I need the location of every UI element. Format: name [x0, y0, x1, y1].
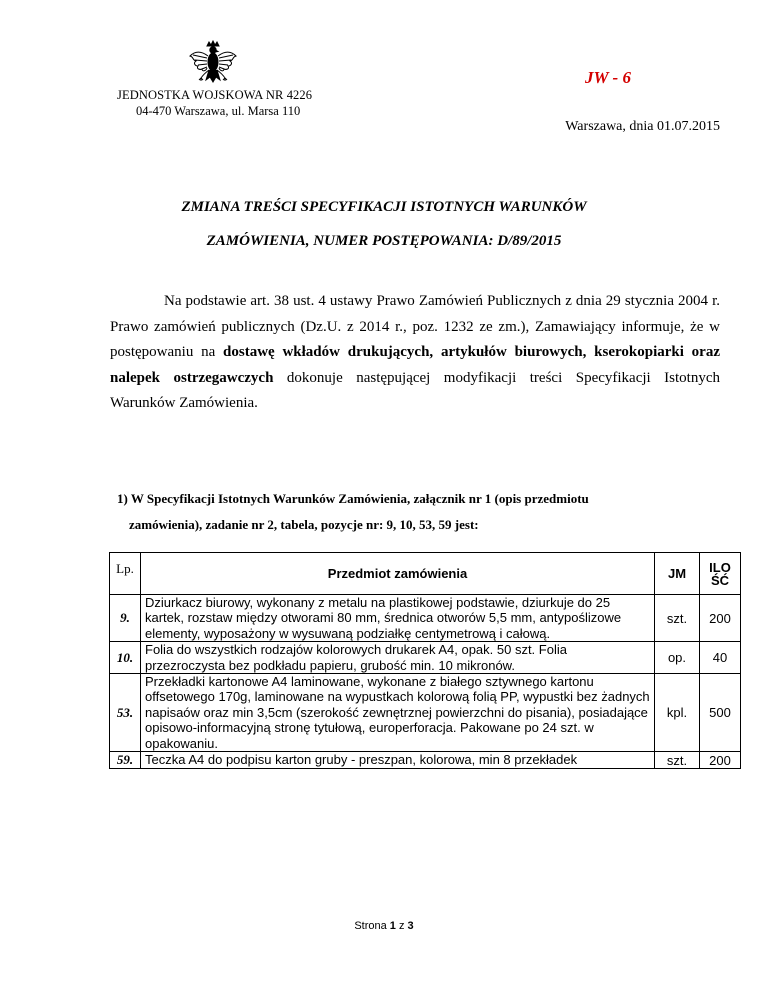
row-jm: szt.: [655, 595, 700, 642]
row-qty: 40: [700, 642, 741, 674]
row-jm: szt.: [655, 752, 700, 769]
table-row: [110, 595, 741, 642]
polish-eagle-emblem-icon: [188, 40, 238, 92]
date-line: Warszawa, dnia 01.07.2015: [565, 119, 720, 134]
unit-address: 04-470 Warszawa, ul. Marsa 110: [136, 104, 301, 118]
row-lp: 53.: [110, 674, 141, 752]
unit-name: JEDNOSTKA WOJSKOWA NR 4226: [117, 88, 313, 102]
document-title-line-1: ZMIANA TREŚCI SPECYFIKACJI ISTOTNYCH WARUNKÓW: [181, 199, 587, 215]
items-table: [109, 552, 741, 769]
intro-paragraph: [110, 289, 720, 417]
row-description: Dziurkacz biurowy, wykonany z metalu na plastikowej podstawie, dziurkuje do 25 kartek, rozstaw między otworami 80 mm, średnica otworów 5,5 mm, antypoślizowe elementy, wyposażony w wysuwaną podziałkę centymetrową i całową.: [141, 595, 655, 642]
section-1-line-1: 1) W Specyfikacji Istotnych Warunków Zamówienia, załącznik nr 1 (opis przedmiotu: [117, 491, 589, 506]
footer-prefix: Strona: [354, 920, 390, 932]
row-jm: op.: [655, 642, 700, 674]
table-row: [110, 752, 741, 769]
intro-text-before: Na podstawie art. 38 ust. 4 ustawy Prawo Zamówień Publicznych z dnia 29 stycznia 2004 r. Prawo zamówień publicznych (Dz.U. z 2014 r., poz. 1232 ze zm.), Zamawiający informuje, że w postępowaniu na: [110, 293, 720, 360]
section-1-line-2: zamówienia), zadanie nr 2, tabela, pozycje nr: 9, 10, 53, 59 jest:: [129, 517, 479, 532]
row-description: Przekładki kartonowe A4 laminowane, wykonane z białego sztywnego kartonu offsetowego 170g, laminowane na wypustkach kolorową folią PP, wypustki bez żadnych napisaów oraz min 3,5cm (szerokość zewnętrznej powierzchni do pisania), posiadające opisowo-informacyjną stronę tytułową, europerforacja. Pakowane po 24 szt. w opakowaniu.: [141, 674, 655, 752]
row-qty: 200: [700, 752, 741, 769]
row-qty: 500: [700, 674, 741, 752]
header-item: Przedmiot zamówienia: [141, 553, 655, 595]
row-jm: kpl.: [655, 674, 700, 752]
row-qty: 200: [700, 595, 741, 642]
row-lp: 10.: [110, 642, 141, 674]
document-title-line-2: ZAMÓWIENIA, NUMER POSTĘPOWANIA: D/89/2015: [206, 233, 562, 249]
header-qty-part-2: ŚĆ: [710, 572, 730, 588]
intro-text-after: dokonuje następującej modyfikacji treści Specyfikacji Istotnych Warunków Zamówienia.: [110, 369, 720, 411]
header-lp: Lp.: [110, 553, 141, 595]
section-1-heading: [117, 486, 720, 538]
document-code: JW - 6: [585, 68, 631, 87]
header-qty: [700, 553, 741, 595]
table-row: [110, 642, 741, 674]
row-description: Folia do wszystkich rodzajów kolorowych drukarek A4, opak. 50 szt. Folia przezroczysta bez podkładu papieru, grubość min. 10 mikronów.: [141, 642, 655, 674]
row-lp: 9.: [110, 595, 141, 642]
page-footer: [0, 920, 768, 932]
row-lp: 59.: [110, 752, 141, 769]
table-header-row: [110, 553, 741, 595]
table-row: [110, 674, 741, 752]
intro-text-bold: dostawę wkładów drukujących, artykułów biurowych, kserokopiarki oraz nalepek ostrzegawczych: [110, 344, 720, 386]
footer-mid: z: [395, 920, 408, 932]
header-jm: JM: [655, 553, 700, 595]
footer-total-pages: 3: [407, 920, 414, 932]
header-qty-part-1: ILO: [709, 559, 731, 575]
row-description: Teczka A4 do podpisu karton gruby - preszpan, kolorowa, min 8 przekładek: [141, 752, 655, 769]
footer-page-number: 1: [389, 920, 396, 932]
